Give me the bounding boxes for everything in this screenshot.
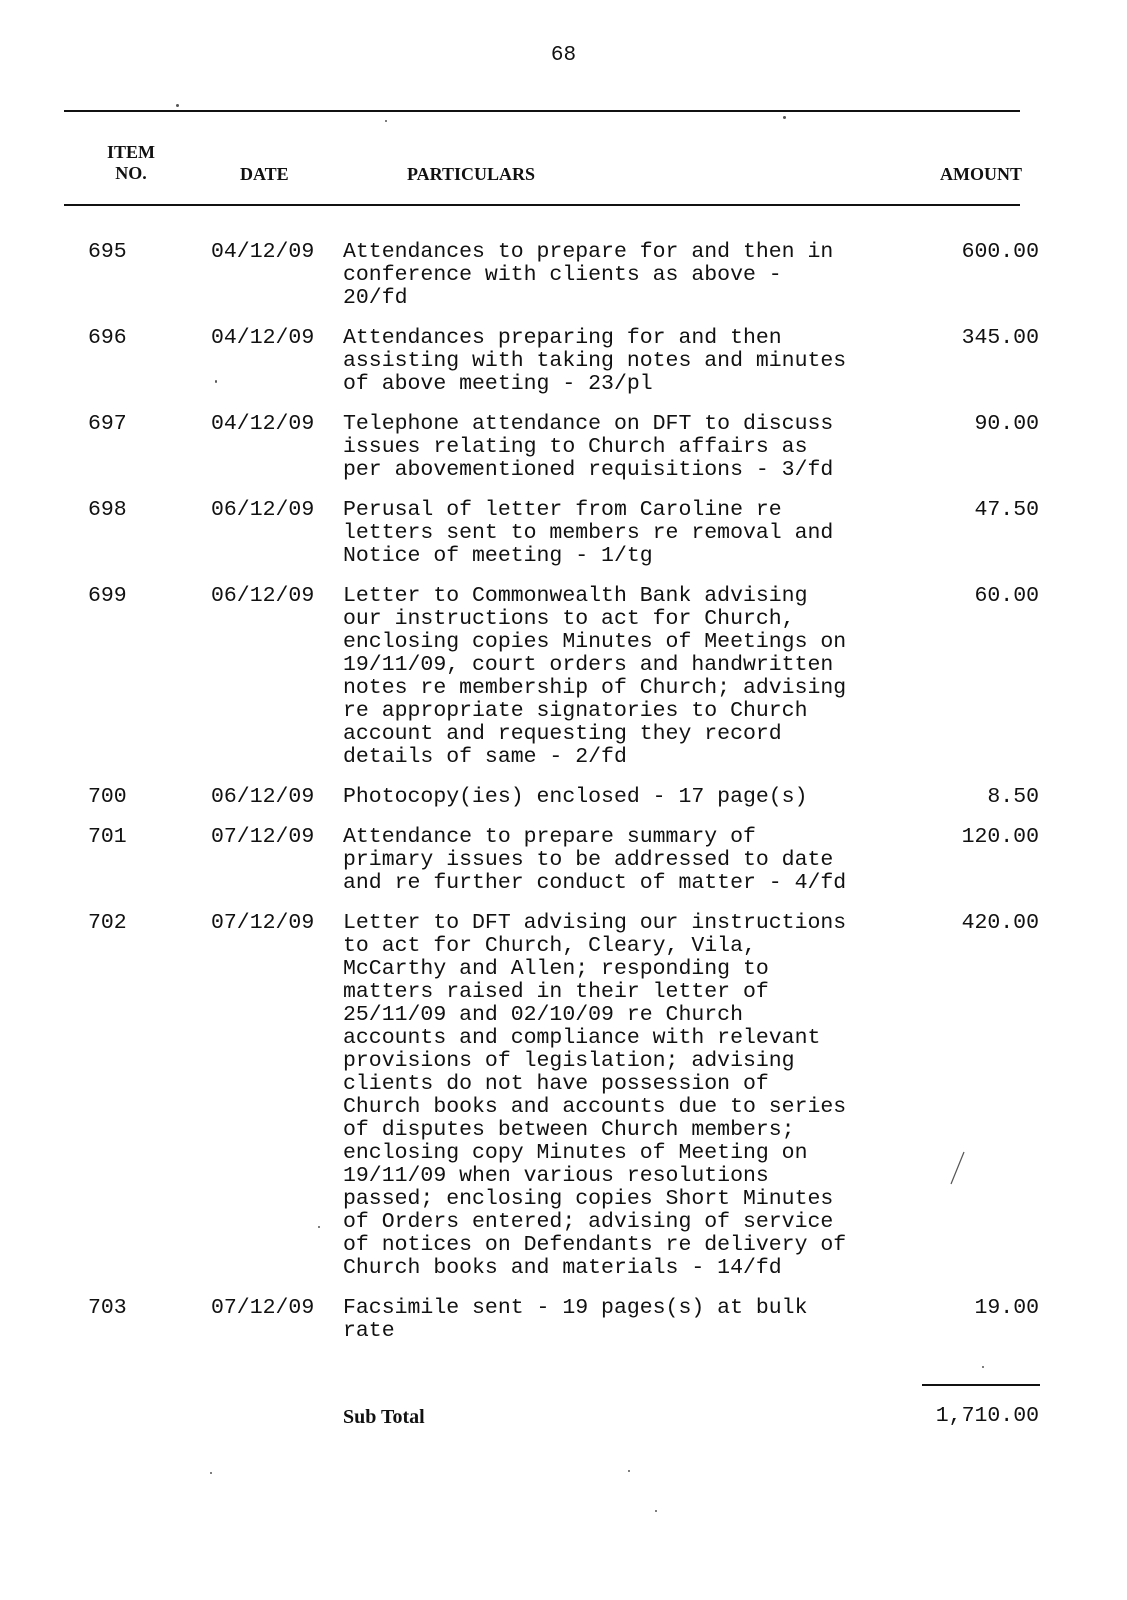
item-date: 07/12/09 (211, 825, 315, 849)
scan-speck (385, 120, 387, 122)
item-date: 04/12/09 (211, 240, 315, 264)
item-date: 06/12/09 (211, 785, 315, 809)
column-header-amount: AMOUNT (940, 164, 1022, 184)
column-header-item-line1: ITEM (106, 142, 155, 162)
scan-speck (318, 1226, 320, 1228)
subtotal-rule (922, 1384, 1040, 1386)
item-amount: 47.50 (974, 498, 1039, 522)
item-particulars: Facsimile sent - 19 pages(s) at bulk rate (343, 1296, 808, 1343)
item-number: 696 (88, 326, 127, 350)
scan-speck (655, 1510, 657, 1512)
subtotal-label: Sub Total (343, 1406, 425, 1428)
item-particulars: Attendances preparing for and then assisting with taking notes and minutes of above meeting - 23/pl (343, 326, 847, 396)
item-date: 04/12/09 (211, 412, 315, 436)
table-row (0, 499, 1127, 568)
item-amount: 19.00 (974, 1296, 1039, 1320)
table-row (0, 327, 1127, 396)
scan-speck (982, 1366, 984, 1368)
column-header-item-no (96, 142, 166, 184)
page-number: 68 (550, 44, 577, 67)
column-header-item-line2: NO. (115, 163, 147, 183)
pen-tick-mark (948, 1150, 966, 1188)
item-particulars: Telephone attendance on DFT to discuss issues relating to Church affairs as per abovementioned requisitions - 3/fd (343, 412, 834, 482)
item-amount: 600.00 (961, 240, 1039, 264)
column-header-date: DATE (240, 164, 289, 184)
item-number: 698 (88, 498, 127, 522)
item-number: 697 (88, 412, 127, 436)
item-amount: 345.00 (961, 326, 1039, 350)
table-row (0, 912, 1127, 1280)
header-top-rule (64, 110, 1020, 112)
item-particulars: Letter to Commonwealth Bank advising our instructions to act for Church, enclosing copies Minutes of Meetings on 19/11/09, court orders and handwritten notes re membership of Church; advising re appropriate signatories to Church account and requesting they record details of same - 2/fd (343, 584, 847, 769)
item-amount: 90.00 (974, 412, 1039, 436)
table-row (0, 241, 1127, 310)
item-amount: 60.00 (974, 584, 1039, 608)
table-row (0, 585, 1127, 769)
item-amount: 8.50 (987, 785, 1039, 809)
item-particulars: Attendance to prepare summary of primary issues to be addressed to date and re further conduct of matter - 4/fd (343, 825, 847, 895)
table-row (0, 786, 1127, 809)
scan-speck (176, 104, 179, 107)
table-row (0, 413, 1127, 482)
item-number: 703 (88, 1296, 127, 1320)
scan-speck (210, 1472, 212, 1474)
item-amount: 120.00 (961, 825, 1039, 849)
item-number: 695 (88, 240, 127, 264)
item-date: 04/12/09 (211, 326, 315, 350)
item-particulars: Photocopy(ies) enclosed - 17 page(s) (343, 785, 808, 809)
item-date: 07/12/09 (211, 1296, 315, 1320)
item-number: 701 (88, 825, 127, 849)
item-number: 700 (88, 785, 127, 809)
header-bottom-rule (64, 204, 1020, 206)
subtotal-amount: 1,710.00 (935, 1404, 1039, 1428)
table-row (0, 1297, 1127, 1343)
scan-speck (215, 380, 217, 383)
table-row (0, 826, 1127, 895)
item-particulars: Letter to DFT advising our instructions to act for Church, Cleary, Vila, McCarthy and Allen; responding to matters raised in their letter of 25/11/09 and 02/10/09 re Church accounts and compliance with relevant provisions of legislation; advising clients do not have possession of Church books and accounts due to series of disputes between Church members; enclosing copy Minutes of Meeting on 19/11/09 when various resolutions passed; enclosing copies Short Minutes of Orders entered; advising of service of notices on Defendants re delivery of Church books and materials - 14/fd (343, 911, 847, 1280)
scan-speck (783, 116, 786, 119)
item-particulars: Perusal of letter from Caroline re letters sent to members re removal and Notice of meeting - 1/tg (343, 498, 834, 568)
item-date: 06/12/09 (211, 584, 315, 608)
item-number: 699 (88, 584, 127, 608)
item-date: 06/12/09 (211, 498, 315, 522)
item-date: 07/12/09 (211, 911, 315, 935)
ledger-table-body (0, 241, 1127, 1360)
item-amount: 420.00 (961, 911, 1039, 935)
column-header-particulars: PARTICULARS (407, 164, 536, 184)
scan-speck (628, 1470, 630, 1472)
item-number: 702 (88, 911, 127, 935)
item-particulars: Attendances to prepare for and then in conference with clients as above - 20/fd (343, 240, 834, 310)
